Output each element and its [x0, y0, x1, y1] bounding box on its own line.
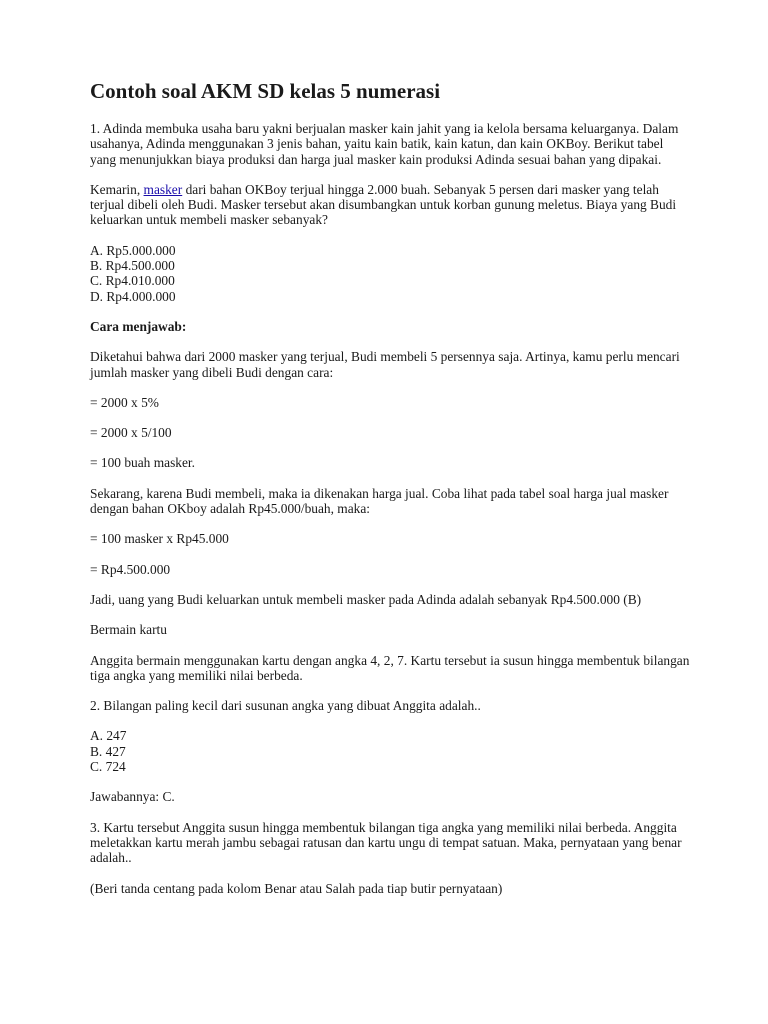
question-3-text: 3. Kartu tersebut Anggita susun hingga membentuk bilangan tiga angka yang memiliki nilai berbeda. Anggita meletakkan kartu merah jambu sebagai ratusan dan kartu ungu di tempat satuan. Maka, pernyataan yang benar adalah.. — [90, 819, 682, 866]
solution-step: = Rp4.500.000 — [90, 561, 171, 577]
option-c: C. Rp4.010.000 — [90, 273, 175, 289]
question-2-options — [90, 728, 690, 774]
question-1-options — [90, 243, 690, 304]
answer-heading — [90, 319, 690, 334]
question-1-intro: 1. Adinda membuka usaha baru yakni berjualan masker kain jahit yang ia kelola bersama keluarganya. Dalam usahanya, Adinda menggunakan 3 jenis bahan, yaitu kain batik, kain katun, dan kain OKBoy. Berikut tabel yang menunjukkan biaya produksi dan harga jual masker kain produksi Adinda sesuai bahan yang dipakai. — [90, 121, 679, 167]
solution-step: = 2000 x 5/100 — [90, 425, 172, 441]
question-2-text: 2. Bilangan paling kecil dari susunan angka yang dibuat Anggita adalah.. — [90, 698, 481, 714]
solution-step: = 2000 x 5% — [90, 394, 159, 410]
option-c: C. 724 — [90, 759, 126, 775]
option-d: D. Rp4.000.000 — [90, 288, 176, 304]
page-title: Contoh soal AKM SD kelas 5 numerasi — [90, 79, 441, 103]
option-b: B. Rp4.500.000 — [90, 258, 175, 274]
question-1-text-after: dari bahan OKBoy terjual hingga 2.000 buah. Sebanyak 5 persen dari masker yang telah terjual dibeli oleh Budi. Masker tersebut akan disumbangkan untuk korban gunung meletus. Biaya yang Budi keluarkan untuk membeli masker sebanyak? — [90, 181, 677, 228]
option-a: A. 247 — [90, 728, 127, 744]
question-2-answer: Jawabannya: C. — [90, 789, 175, 805]
solution-paragraph: Diketahui bahwa dari 2000 masker yang terjual, Budi membeli 5 persennya saja. Artinya, kamu perlu mencari jumlah masker yang dibeli Budi dengan cara: — [90, 349, 680, 380]
option-a: A. Rp5.000.000 — [90, 242, 176, 258]
section-heading: Bermain kartu — [90, 622, 167, 638]
option-b: B. 427 — [90, 743, 126, 759]
question-1-text-before: Kemarin, — [90, 181, 144, 197]
solution-step: = 100 masker x Rp45.000 — [90, 531, 229, 547]
answer-heading-text: Cara menjawab: — [90, 318, 187, 334]
card-game-intro: Anggita bermain menggunakan kartu dengan angka 4, 2, 7. Kartu tersebut ia susun hingga membentuk bilangan tiga angka yang memiliki nilai berbeda. — [90, 652, 690, 683]
question-3-instruction: (Beri tanda centang pada kolom Benar atau Salah pada tiap butir pernyataan) — [90, 880, 503, 896]
document-page — [90, 78, 690, 911]
question-1-text — [90, 182, 690, 228]
masker-link[interactable]: masker — [143, 181, 183, 197]
solution-step: = 100 buah masker. — [90, 455, 195, 471]
solution-conclusion: Jadi, uang yang Budi keluarkan untuk membeli masker pada Adinda adalah sebanyak Rp4.500.000 (B) — [90, 591, 642, 607]
solution-paragraph: Sekarang, karena Budi membeli, maka ia dikenakan harga jual. Coba lihat pada tabel soal harga jual masker dengan bahan OKboy adalah Rp45.000/buah, maka: — [90, 485, 669, 517]
